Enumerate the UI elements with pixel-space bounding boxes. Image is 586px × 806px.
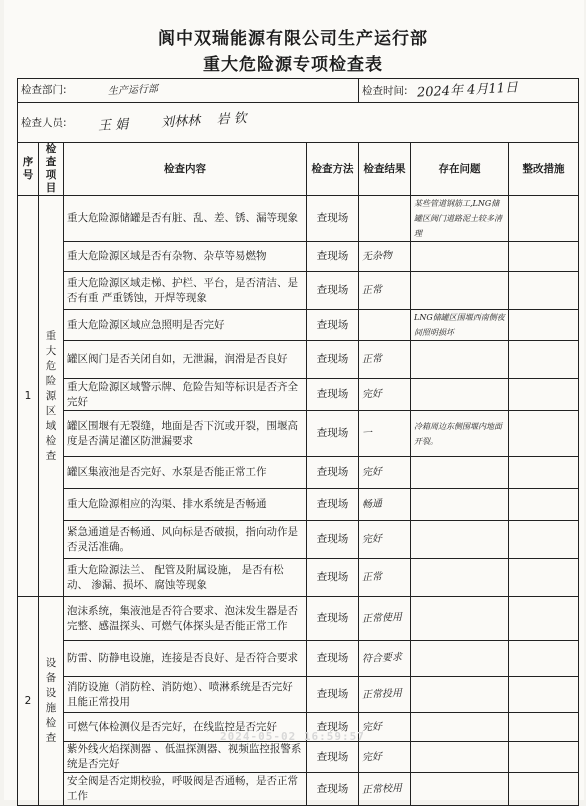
handwritten-result: 正常 <box>361 353 383 366</box>
col-result: 检查结果 <box>359 143 411 196</box>
content-cell: 安全阀是否定期校验，呼吸阀是否通畅，是否正常工作 <box>64 773 307 806</box>
method-cell: 查现场 <box>307 196 359 242</box>
table-row <box>18 773 579 806</box>
content-cell: 重大危险源法兰、 配管及附属设施， 是否有松动、 渗漏、损坏、腐蚀等现象 <box>64 559 307 597</box>
form-title: 重大危险源专项检查表 <box>203 55 383 75</box>
method-cell: 查现场 <box>307 272 359 310</box>
action-cell <box>509 379 579 411</box>
method-cell: 查现场 <box>307 713 359 742</box>
method-cell: 查现场 <box>307 457 359 489</box>
table-row <box>18 341 579 379</box>
content-cell: 消防设施（消防栓、消防炮）、喷淋系统是否完好且能正常投用 <box>64 677 307 713</box>
result-cell <box>359 341 411 379</box>
content-cell: 重大危险源相应的沟渠、排水系统是否畅通 <box>64 489 307 521</box>
people-value: 王 娟 刘林林 岩 钦 <box>97 110 248 134</box>
time-cell <box>359 79 579 103</box>
inspection-table <box>17 78 579 806</box>
action-cell <box>509 489 579 521</box>
result-cell <box>359 641 411 677</box>
item-category-cell: 重大危险源区域检查 <box>39 196 64 597</box>
issue-cell <box>411 521 509 559</box>
action-cell <box>509 242 579 272</box>
result-cell <box>359 310 411 341</box>
seq-cell: 1 <box>18 196 39 597</box>
handwritten-result: 完好 <box>361 720 383 734</box>
issue-cell <box>411 742 509 773</box>
col-method: 检查方法 <box>307 143 359 196</box>
result-cell <box>359 597 411 641</box>
dept-label: 检查部门: <box>21 84 67 96</box>
issue-cell <box>411 411 509 457</box>
content-cell: 重大危险源区域是否有杂物、杂草等易燃物 <box>64 242 307 272</box>
table-row <box>18 411 579 457</box>
time-value: 2024年 4月11日 <box>416 79 519 101</box>
result-cell <box>359 773 411 806</box>
content-cell: 重大危险源储罐是否有脏、乱、差、锈、漏等现象 <box>64 196 307 242</box>
result-cell <box>359 196 411 242</box>
issue-cell <box>411 379 509 411</box>
timestamp-watermark: 2024-05-02 16:59:57 <box>220 730 365 743</box>
result-cell <box>359 713 411 742</box>
content-cell: 重大危险源区域应急照明是否完好 <box>64 310 307 341</box>
handwritten-result: 一 <box>361 427 373 440</box>
table-row <box>18 457 579 489</box>
people-row <box>18 103 579 143</box>
action-cell <box>509 310 579 341</box>
content-cell: 罐区围堰有无裂缝，地面是否下沉或开裂，围堰高度是否满足灌区防泄漏要求 <box>64 411 307 457</box>
issue-cell <box>411 641 509 677</box>
result-cell <box>359 559 411 597</box>
issue-cell <box>411 713 509 742</box>
result-cell <box>359 272 411 310</box>
handwritten-issue: 某些管道钢筋工,LNG储罐区阀门道路泥土较多清理 <box>414 199 503 238</box>
content-cell: 泡沫系统，集液池是否符合要求、泡沫发生器是否完整、感温探头、可燃气体探头是否能正常工作 <box>64 597 307 641</box>
item-category-cell: 设备设施检查 <box>39 597 64 806</box>
table-row <box>18 272 579 310</box>
col-issue: 存在问题 <box>411 143 509 196</box>
action-cell <box>509 341 579 379</box>
table-row <box>18 521 579 559</box>
action-cell <box>509 196 579 242</box>
method-cell: 查现场 <box>307 379 359 411</box>
handwritten-issue: LNG储罐区围堰西南侧夜间照明损坏 <box>414 313 505 337</box>
result-cell <box>359 242 411 272</box>
col-action: 整改措施 <box>509 143 579 196</box>
table-row <box>18 597 579 641</box>
handwritten-result: 完好 <box>361 388 383 401</box>
issue-cell <box>411 242 509 272</box>
time-label: 检查时间: <box>362 84 408 97</box>
method-cell: 查现场 <box>307 242 359 272</box>
action-cell <box>509 521 579 559</box>
handwritten-result: 完好 <box>361 466 383 479</box>
action-cell <box>509 713 579 742</box>
handwritten-result: 符合要求 <box>361 651 403 666</box>
action-cell <box>509 597 579 641</box>
result-cell <box>359 411 411 457</box>
method-cell: 查现场 <box>307 411 359 457</box>
action-cell <box>509 411 579 457</box>
handwritten-result: 完好 <box>361 750 383 764</box>
col-content: 检查内容 <box>64 143 307 196</box>
handwritten-result: 畅通 <box>361 498 383 511</box>
table-row <box>18 196 579 242</box>
table-row <box>18 677 579 713</box>
table-row <box>18 379 579 411</box>
method-cell: 查现场 <box>307 677 359 713</box>
handwritten-result: 正常 <box>361 571 383 584</box>
table-row <box>18 242 579 272</box>
dept-time-row <box>18 79 579 103</box>
issue-cell <box>411 677 509 713</box>
method-cell: 查现场 <box>307 742 359 773</box>
column-header-row <box>18 143 579 196</box>
method-cell: 查现场 <box>307 559 359 597</box>
content-cell: 重大危险源区域警示牌、危险告知等标识是否齐全完好 <box>64 379 307 411</box>
handwritten-result: 正常使用 <box>361 611 403 626</box>
content-cell: 可燃气体检测仪是否完好，在线监控是否完好 <box>64 713 307 742</box>
action-cell <box>509 457 579 489</box>
table-row <box>18 742 579 773</box>
method-cell: 查现场 <box>307 597 359 641</box>
issue-cell <box>411 272 509 310</box>
content-cell: 紫外线火焰探测器 、低温探测器、视频监控报警系统是否完好 <box>64 742 307 773</box>
method-cell: 查现场 <box>307 773 359 806</box>
issue-cell <box>411 457 509 489</box>
issue-cell <box>411 310 509 341</box>
action-cell <box>509 641 579 677</box>
table-row <box>18 310 579 341</box>
issue-cell <box>411 341 509 379</box>
issue-cell <box>411 489 509 521</box>
issue-cell <box>411 196 509 242</box>
content-cell: 罐区阀门是否关闭自如，无泄漏，润滑是否良好 <box>64 341 307 379</box>
people-label: 检查人员: <box>21 116 67 129</box>
content-cell: 重大危险源区域走梯、护栏、平台，是否清洁、是否有重 严重锈蚀，开焊等现象 <box>64 272 307 310</box>
content-cell: 罐区集液池是否完好、水泵是否能正常工作 <box>64 457 307 489</box>
method-cell: 查现场 <box>307 521 359 559</box>
result-cell <box>359 677 411 713</box>
method-cell: 查现场 <box>307 489 359 521</box>
action-cell <box>509 742 579 773</box>
action-cell <box>509 559 579 597</box>
result-cell <box>359 521 411 559</box>
action-cell <box>509 677 579 713</box>
issue-cell <box>411 559 509 597</box>
handwritten-issue: 冷箱周边东侧围堰内地面开裂。 <box>414 421 503 446</box>
method-cell: 查现场 <box>307 310 359 341</box>
result-cell <box>359 742 411 773</box>
method-cell: 查现场 <box>307 341 359 379</box>
result-cell <box>359 489 411 521</box>
result-cell <box>359 457 411 489</box>
table-row <box>18 559 579 597</box>
handwritten-result: 无杂物 <box>361 250 393 263</box>
result-cell <box>359 379 411 411</box>
col-seq: 序号 <box>18 143 39 196</box>
company-title: 阆中双瑞能源有限公司生产运行部 <box>158 29 428 49</box>
handwritten-result: 完好 <box>361 533 383 546</box>
dept-cell <box>18 79 359 103</box>
col-item: 检查项目 <box>39 143 64 196</box>
dept-value: 生产运行部 <box>107 83 159 98</box>
issue-cell <box>411 773 509 806</box>
handwritten-result: 正常校用 <box>361 782 403 796</box>
handwritten-result: 正常投用 <box>361 687 403 702</box>
action-cell <box>509 272 579 310</box>
seq-cell: 2 <box>18 597 39 806</box>
people-cell <box>18 103 579 143</box>
handwritten-result: 正常 <box>361 284 383 297</box>
action-cell <box>509 773 579 806</box>
content-cell: 防雷、防静电设施，连接是否良好、是否符合要求 <box>64 641 307 677</box>
method-cell: 查现场 <box>307 641 359 677</box>
issue-cell <box>411 597 509 641</box>
content-cell: 紧急通道是否畅通、风向标是否破损，指向动作是否灵活准确。 <box>64 521 307 559</box>
table-row <box>18 641 579 677</box>
table-row <box>18 489 579 521</box>
